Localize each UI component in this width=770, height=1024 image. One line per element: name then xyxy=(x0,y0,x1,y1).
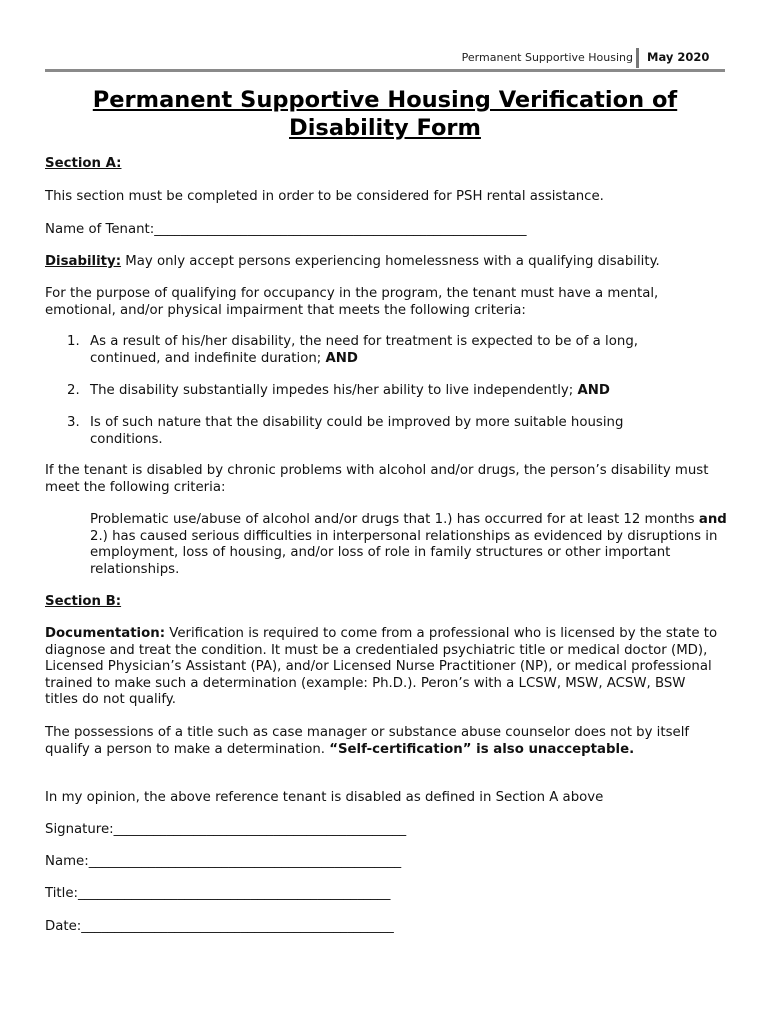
section-a-heading: Section A: xyxy=(45,156,122,171)
signature-field[interactable]: Signature:____________________________________________ xyxy=(45,822,407,837)
name-field[interactable]: Name:_______________________________________________ xyxy=(45,854,402,869)
self-certification-warning: “Self-certification” is also unacceptable. xyxy=(329,741,635,757)
criteria-text xyxy=(90,415,670,448)
criteria-text-body: The disability substantially impedes his/her ability to live independently; xyxy=(90,383,578,398)
criteria-number: 1. xyxy=(67,334,80,349)
date-field[interactable]: Date:_______________________________________________ xyxy=(45,919,394,934)
section-b-heading: Section B: xyxy=(45,594,122,609)
criteria-and: AND xyxy=(325,350,358,366)
header-program-name: Permanent Supportive Housing xyxy=(461,51,633,64)
disability-paragraph xyxy=(45,254,735,271)
chronic-paragraph: If the tenant is disabled by chronic problems with alcohol and/or drugs, the person’s disability must meet the following criteria: xyxy=(45,463,709,495)
documentation-label: Documentation: xyxy=(45,626,166,641)
criteria-text-body: Is of such nature that the disability could be improved by more suitable housing conditions. xyxy=(90,415,624,447)
title-field[interactable]: Title:_______________________________________________ xyxy=(45,886,391,901)
documentation-paragraph xyxy=(45,626,721,709)
criteria-number: 2. xyxy=(67,383,80,398)
possession-paragraph xyxy=(45,725,735,758)
problematic-text-2: 2.) has caused serious difficulties in interpersonal relationships as evidenced by disruptions in employment, loss of housing, and/or loss of role in family structures or other important relationships. xyxy=(90,528,718,577)
criteria-text-body: As a result of his/her disability, the need for treatment is expected to be of a long, continued, and indefinite duration; xyxy=(90,334,638,366)
section-a-intro: This section must be completed in order to be considered for PSH rental assistance. xyxy=(45,189,604,204)
purpose-paragraph: For the purpose of qualifying for occupancy in the program, the tenant must have a mental, emotional, and/or physical impairment that meets the following criteria: xyxy=(45,286,659,318)
page-header xyxy=(45,46,725,70)
criteria-and: AND xyxy=(577,383,610,398)
problematic-use-paragraph xyxy=(90,512,730,578)
header-separator xyxy=(636,48,639,68)
disability-label: Disability: xyxy=(45,254,122,269)
header-date: May 2020 xyxy=(647,50,710,64)
tenant-name-field[interactable]: Name of Tenant:________________________________________________________ xyxy=(45,222,527,237)
opinion-statement: In my opinion, the above reference tenant is disabled as defined in Section A above xyxy=(45,790,604,805)
problematic-text-1: Problematic use/abuse of alcohol and/or drugs that 1.) has occurred for at least 12 months xyxy=(90,512,699,527)
disability-text: May only accept persons experiencing homelessness with a qualifying disability. xyxy=(121,254,660,269)
problematic-and: and xyxy=(698,512,727,527)
criteria-text xyxy=(90,383,700,400)
header-rule xyxy=(45,69,725,72)
criteria-number: 3. xyxy=(67,415,80,430)
page-title: Permanent Supportive Housing Verification of Disability Form xyxy=(92,87,678,141)
possession-text: The possessions of a title such as case manager or substance abuse counselor does not by itself qualify a person to make a determination. xyxy=(45,725,690,757)
documentation-text: Verification is required to come from a professional who is licensed by the state to diagnose and treat the condition. It must be a credentialed psychiatric title or medical doctor (MD), Licensed Physician’s Assistant (PA), and/or Licensed Nurse Practitioner (NP), or medical professional trained to make such a determination (example: Ph.D.). Peron’s with a LCSW, MSW, ACSW, BSW titles do not qualify. xyxy=(45,626,718,707)
criteria-text xyxy=(90,334,700,367)
